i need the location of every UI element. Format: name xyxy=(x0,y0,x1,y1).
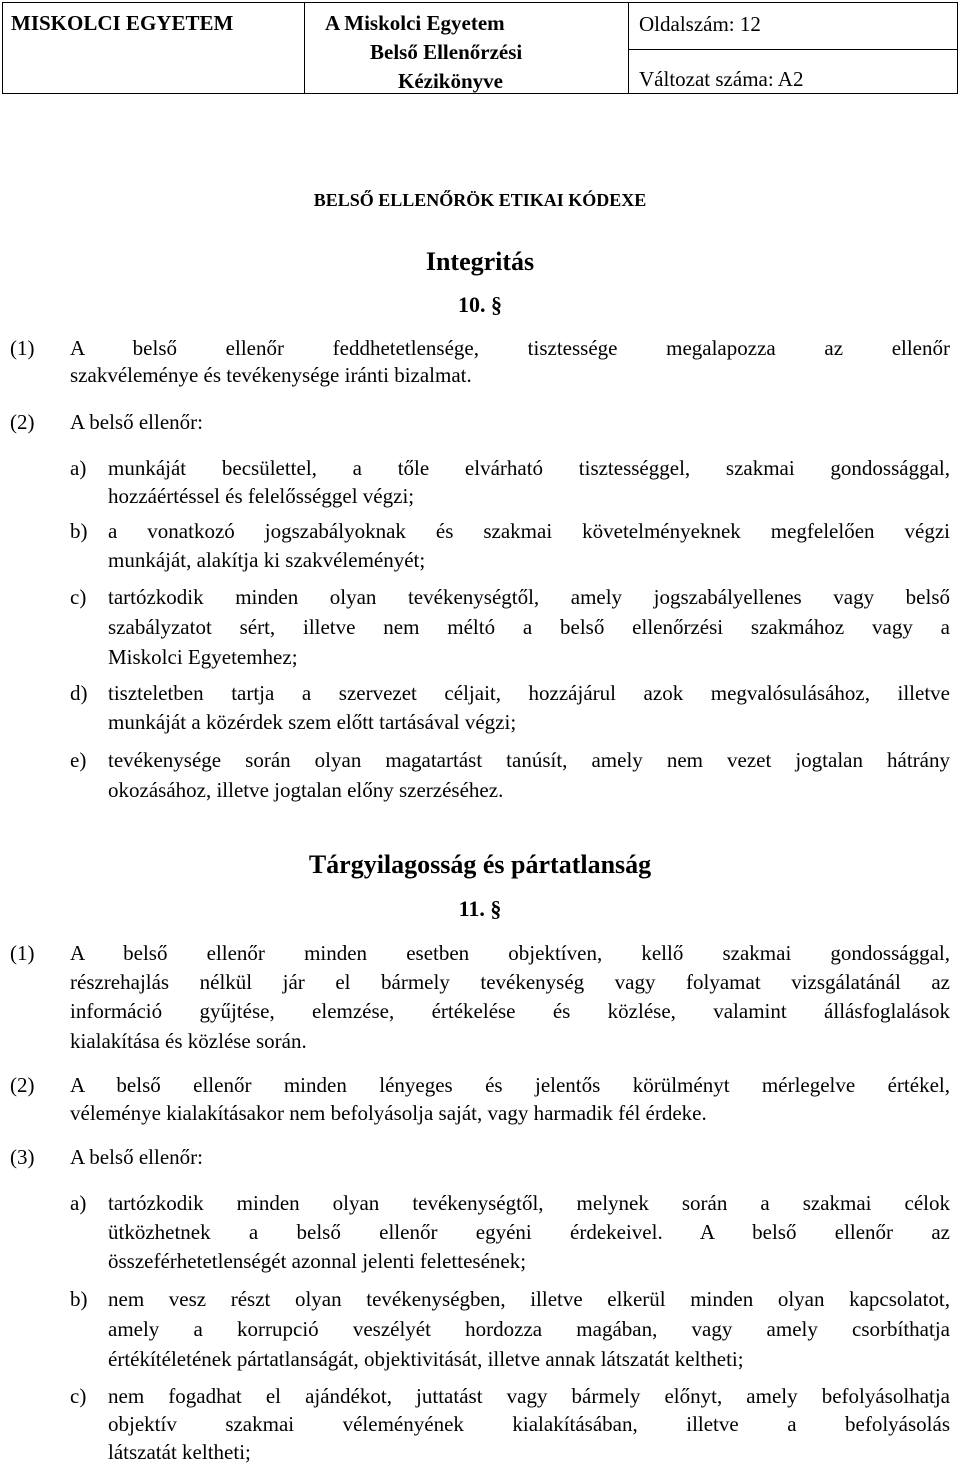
list-item-line: ütközhetnek a belső ellenőr egyéni érdekeivel. A belső ellenőr az xyxy=(108,1220,950,1244)
header-meta-row2 xyxy=(629,49,957,95)
paragraph-line: A belső ellenőr minden esetben objektíven, kellő szakmai gondossággal, xyxy=(70,941,950,965)
section-title-targyilagossag: Tárgyilagosság és pártatlanság xyxy=(308,850,652,879)
list-item-line: tartózkodik minden olyan tevékenységtől, amely jogszabályellenes vagy belső xyxy=(108,585,950,609)
list-item-line: értékítéletének pártatlanságát, objektivitását, illetve annak látszatát keltheti; xyxy=(108,1347,744,1371)
paragraph-number: (2) xyxy=(10,410,35,434)
list-item-line: látszatát keltheti; xyxy=(108,1440,251,1464)
header-cell-meta xyxy=(629,3,957,93)
list-item-letter: b) xyxy=(70,519,88,543)
section-title-integritas: Integritás xyxy=(425,247,535,276)
university-name: MISKOLCI EGYETEM xyxy=(11,11,234,35)
paragraph-number: (3) xyxy=(10,1145,35,1169)
document-title: BELSŐ ELLENŐRÖK ETIKAI KÓDEXE xyxy=(313,190,647,210)
list-item-letter: a) xyxy=(70,1191,87,1215)
list-item-line: amely a korrupció veszélyét hordozza magában, vagy amely csorbíthatja xyxy=(108,1317,950,1341)
manual-title-line3: Kézikönyve xyxy=(398,69,503,93)
header-cell-title xyxy=(305,3,629,93)
list-item-letter: c) xyxy=(70,585,87,609)
list-item-line: hozzáértéssel és felelősséggel végzi; xyxy=(108,484,415,508)
paragraph-line: kialakítása és közlése során. xyxy=(70,1029,307,1053)
list-item-line: szabályzatot sért, illetve nem méltó a belső ellenőrzési szakmához vagy a xyxy=(108,615,950,639)
version-number: Változat száma: A2 xyxy=(639,67,804,91)
list-item-line: összeférhetetlenségét azonnal jelenti felettesének; xyxy=(108,1249,527,1273)
manual-title-line2: Belső Ellenőrzési xyxy=(370,40,523,64)
paragraph-number: (1) xyxy=(10,941,35,965)
list-item-line: Miskolci Egyetemhez; xyxy=(108,645,298,669)
list-item-line: tartózkodik minden olyan tevékenységtől, melynek során a szakmai célok xyxy=(108,1191,950,1215)
manual-title-line1: A Miskolci Egyetem xyxy=(325,11,505,35)
list-item-letter: b) xyxy=(70,1287,88,1311)
list-item-letter: e) xyxy=(70,748,87,772)
list-item-letter: c) xyxy=(70,1384,87,1408)
list-item-line: objektív szakmai véleményének kialakításában, illetve a befolyásolás xyxy=(108,1412,950,1436)
paragraph-number: (1) xyxy=(10,336,35,360)
paragraph-line: részrehajlás nélkül jár el bármely tevékenység vagy folyamat vizsgálatánál az xyxy=(70,970,950,994)
list-item-line: munkáját becsülettel, a tőle elvárható tisztességgel, szakmai gondossággal, xyxy=(108,456,950,480)
section-number-11: 11. § xyxy=(458,896,502,921)
paragraph-line: információ gyűjtése, elemzése, értékelése és közlése, valamint állásfoglalások xyxy=(70,999,950,1023)
paragraph-line: véleménye kialakításakor nem befolyásolja saját, vagy harmadik fél érdeke. xyxy=(70,1101,707,1125)
section-number-10: 10. § xyxy=(458,292,502,317)
list-item-line: tiszteletben tartja a szervezet céljait, hozzájárul azok megvalósulásához, illetve xyxy=(108,681,950,705)
list-item-line: nem vesz részt olyan tevékenységben, illetve elkerül minden olyan kapcsolatot, xyxy=(108,1287,950,1311)
list-item-line: munkáját, alakítja ki szakvéleményét; xyxy=(108,548,426,572)
paragraph-line: A belső ellenőr feddhetetlensége, tisztessége megalapozza az ellenőr xyxy=(70,336,950,360)
paragraph-line: A belső ellenőr: xyxy=(70,410,203,434)
list-item-line: okozásához, illetve jogtalan előny szerzéséhez. xyxy=(108,778,504,802)
list-item-line: munkáját a közérdek szem előtt tartásával végzi; xyxy=(108,710,517,734)
page-number: Oldalszám: 12 xyxy=(639,12,761,36)
header-cell-university xyxy=(3,3,305,93)
list-item-letter: d) xyxy=(70,681,88,705)
paragraph-number: (2) xyxy=(10,1073,35,1097)
document-header xyxy=(2,2,958,94)
list-item-line: a vonatkozó jogszabályoknak és szakmai követelményeknek megfelelően végzi xyxy=(108,519,950,543)
paragraph-line: A belső ellenőr minden lényeges és jelentős körülményt mérlegelve értékel, xyxy=(70,1073,950,1097)
list-item-letter: a) xyxy=(70,456,87,480)
paragraph-line: szakvéleménye és tevékenysége iránti bizalmat. xyxy=(70,363,472,387)
list-item-line: tevékenysége során olyan magatartást tanúsít, amely nem vezet jogtalan hátrány xyxy=(108,748,950,772)
paragraph-line: A belső ellenőr: xyxy=(70,1145,203,1169)
list-item-line: nem fogadhat el ajándékot, juttatást vagy bármely előnyt, amely befolyásolhatja xyxy=(108,1384,950,1408)
